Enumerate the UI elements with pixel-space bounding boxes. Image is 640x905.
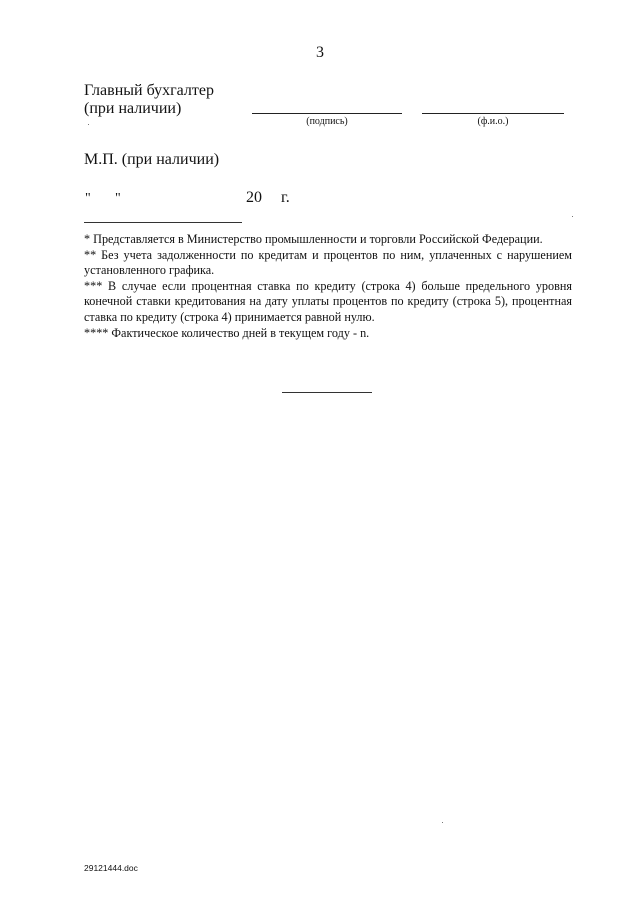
date-close-quote: "	[115, 191, 121, 206]
footnote-1: * Представляется в Министерство промышленности и торговли Российской Федерации.	[84, 232, 543, 246]
page-number: 3	[316, 44, 324, 61]
date-year-suffix: г.	[281, 189, 290, 206]
footnotes	[84, 232, 572, 341]
end-rule	[282, 392, 372, 393]
full-name-caption: (ф.и.о.)	[477, 116, 509, 127]
chief-accountant-label: Главный бухгалтер	[84, 82, 214, 99]
full-name-line	[422, 113, 564, 114]
signature-caption: (подпись)	[306, 116, 348, 127]
scan-speck	[572, 216, 573, 217]
date-open-quote: "	[85, 191, 91, 206]
file-name: 29121444.doc	[84, 863, 138, 873]
scan-speck	[442, 822, 443, 823]
date-year-prefix: 20	[246, 189, 262, 206]
signature-line	[252, 113, 402, 114]
footnote-4: **** Фактическое количество дней в текущем году - n.	[84, 325, 370, 340]
footnote-3: *** В случае если процентная ставка по кредиту (строка 4) больше предельного уровня конечной ставки кредитования на дату уплаты процентов по кредиту (строка 5), процентная ставка по кредиту (строка 4) принимается равной нулю.	[84, 278, 572, 324]
stamp-label: М.П. (при наличии)	[84, 151, 220, 168]
footnote-separator	[84, 222, 242, 223]
scan-speck	[88, 124, 89, 125]
chief-accountant-title	[84, 82, 214, 118]
footnote-2: ** Без учета задолженности по кредитам и процентов по ним, уплаченных с нарушением установленного графика.	[84, 247, 572, 278]
chief-accountant-note: (при наличии)	[84, 100, 182, 117]
